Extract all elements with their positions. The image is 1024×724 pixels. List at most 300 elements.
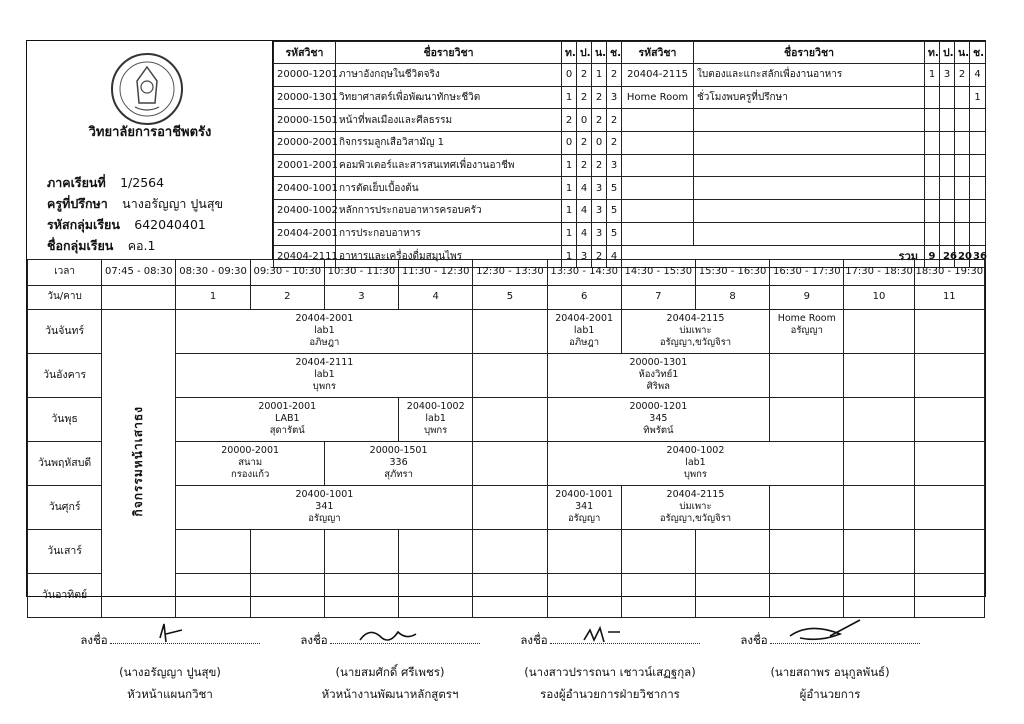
subject-header-p: ป.: [577, 42, 592, 64]
empty-cell: [925, 154, 940, 177]
empty-slot: [250, 574, 324, 618]
subject-header-h: ช.: [607, 42, 622, 64]
empty-slot: [621, 574, 695, 618]
subject-p: [940, 86, 955, 109]
class-block: [399, 398, 473, 442]
subject-h: 2: [607, 109, 622, 132]
day-name: วันอังคาร: [28, 354, 102, 398]
class-teacher: สุดารัตน์: [269, 424, 305, 436]
signatory-name: (นางสาวปรารถนา เชาวน์เสฏฐกุล): [524, 665, 696, 679]
subject-p: 4: [577, 177, 592, 200]
total-n: 20: [955, 245, 970, 268]
empty-cell: [940, 200, 955, 223]
subject-t: 1: [925, 64, 940, 87]
subject-t: 1: [562, 177, 577, 200]
class-code: 20400-1002: [666, 445, 725, 456]
subject-name: อาหารและเครื่องดื่มสมุนไพร: [336, 245, 562, 268]
day-name: วันเสาร์: [28, 530, 102, 574]
empty-slot: [399, 530, 473, 574]
subject-p: 3: [940, 64, 955, 87]
class-room: 341: [315, 500, 334, 512]
class-block: [176, 398, 399, 442]
class-room: lab1: [314, 368, 335, 380]
period-number: 4: [399, 286, 473, 310]
subject-name: การประกอบอาหาร: [336, 222, 562, 245]
class-block: [547, 354, 770, 398]
subject-header-n: น.: [592, 42, 607, 64]
empty-cell: [622, 109, 694, 132]
signature-block: [280, 632, 500, 704]
class-block: [324, 442, 472, 486]
class-code: 20404-2111: [295, 357, 354, 368]
subject-p: 2: [577, 86, 592, 109]
subject-n: 2: [592, 245, 607, 268]
subject-t: 0: [562, 64, 577, 87]
time-slot: 14:30 - 15:30: [621, 260, 695, 286]
class-teacher: บุพกร: [424, 424, 448, 436]
empty-cell: [955, 177, 970, 200]
empty-slot: [473, 442, 547, 486]
class-teacher: บุพกร: [683, 468, 708, 480]
semester-label: ภาคเรียนที่: [47, 175, 106, 190]
class-block: [547, 310, 621, 354]
empty-cell: [622, 177, 694, 200]
empty-cell: [940, 222, 955, 245]
subject-n: 2: [592, 86, 607, 109]
signature-label: ลงชื่อ: [740, 633, 768, 647]
class-block: [621, 486, 769, 530]
day-name: วันพุธ: [28, 398, 102, 442]
total-t: 9: [925, 245, 940, 268]
signatory-role: ผู้อำนวยการ: [799, 687, 861, 701]
advisor-label: ครูที่ปรึกษา: [47, 196, 108, 211]
subject-code: 20000-2001: [274, 132, 336, 155]
subject-t: 1: [562, 86, 577, 109]
class-code: 20000-1201: [629, 401, 688, 412]
class-block: [176, 310, 473, 354]
signatory-name: (นายสมศักดิ์ ศรีเพชร): [335, 665, 445, 679]
empty-slot: [695, 530, 769, 574]
empty-slot: [770, 398, 844, 442]
empty-slot: [844, 398, 914, 442]
weekly-schedule-table: [27, 259, 985, 618]
subject-h: 2: [607, 64, 622, 87]
empty-cell: [940, 109, 955, 132]
period-number: 1: [176, 286, 250, 310]
subject-row: [274, 86, 986, 109]
subject-name: กิจกรรมลูกเสือวิสามัญ 1: [336, 132, 562, 155]
subject-name: หลักการประกอบอาหารครอบครัว: [336, 200, 562, 223]
empty-slot: [176, 530, 250, 574]
subject-p: 2: [577, 154, 592, 177]
time-slot: 10:30 - 11:30: [324, 260, 398, 286]
group-code-value: 642040401: [134, 217, 206, 232]
subject-h: 5: [607, 177, 622, 200]
subject-t: 1: [562, 200, 577, 223]
class-room: สนาม: [238, 456, 263, 468]
class-teacher: ศิริพล: [646, 380, 670, 392]
empty-slot: [914, 354, 984, 398]
class-code: 20400-1001: [295, 489, 354, 500]
class-room: lab1: [314, 324, 335, 336]
signatory-name: (นายสถาพร อนุกูลพันธ์): [770, 665, 890, 679]
class-room: 336: [389, 456, 408, 468]
subject-row: [274, 132, 986, 155]
empty-slot: [473, 574, 547, 618]
subject-n: 2: [592, 109, 607, 132]
empty-slot: [473, 486, 547, 530]
class-block: [770, 310, 844, 354]
subject-t: 2: [562, 109, 577, 132]
class-block: [176, 442, 324, 486]
empty-slot: [547, 530, 621, 574]
class-teacher: ทิพรัตน์: [643, 424, 674, 436]
class-teacher: อรัญญา: [790, 324, 823, 336]
empty-slot: [844, 354, 914, 398]
period-blank: [102, 286, 176, 310]
subject-header-t: ท.: [925, 42, 940, 64]
subject-name: การตัดเย็บเบื้องต้น: [336, 177, 562, 200]
subject-code: 20000-1501: [274, 109, 336, 132]
empty-slot: [399, 574, 473, 618]
subject-header-name: ชื่อรายวิชา: [336, 42, 562, 64]
empty-cell: [622, 222, 694, 245]
empty-slot: [324, 530, 398, 574]
class-room: บ่มเพาะ: [679, 500, 712, 512]
class-code: 20400-1002: [406, 401, 465, 412]
empty-slot: [914, 442, 984, 486]
class-room: lab1: [685, 456, 706, 468]
empty-slot: [914, 574, 984, 618]
class-teacher: อรัญญา: [567, 512, 601, 524]
advisor-value: นางอรัญญา ปูนสุข: [122, 196, 223, 211]
subject-t: 1: [562, 245, 577, 268]
day-name: วันจันทร์: [28, 310, 102, 354]
class-block: [547, 398, 770, 442]
subject-n: [955, 86, 970, 109]
empty-slot: [914, 398, 984, 442]
subject-n: 2: [592, 154, 607, 177]
empty-cell: [955, 222, 970, 245]
subject-row: [274, 154, 986, 177]
empty-slot: [473, 310, 547, 354]
subject-header-p: ป.: [940, 42, 955, 64]
period-number: 9: [770, 286, 844, 310]
time-slot: 07:45 - 08:30: [102, 260, 176, 286]
subject-n: 3: [592, 200, 607, 223]
empty-cell: [622, 132, 694, 155]
subject-row: [274, 109, 986, 132]
class-code: 20404-2001: [555, 313, 614, 324]
class-teacher: อภิษฎา: [569, 336, 600, 348]
total-h: 36: [970, 245, 986, 268]
subject-header-h: ช.: [970, 42, 986, 64]
semester-value: 1/2564: [120, 175, 165, 190]
subject-name: ภาษาอังกฤษในชีวิตจริง: [336, 64, 562, 87]
empty-cell: [955, 200, 970, 223]
subject-name: คอมพิวเตอร์และสารสนเทศเพื่องานอาชีพ: [336, 154, 562, 177]
empty-cell: [622, 154, 694, 177]
subject-code: Home Room: [622, 86, 694, 109]
class-code: 20400-1001: [555, 489, 614, 500]
flag-activity-cell: [102, 310, 176, 618]
subject-code: 20000-1301: [274, 86, 336, 109]
subject-p: 4: [577, 222, 592, 245]
empty-slot: [914, 530, 984, 574]
empty-slot: [844, 442, 914, 486]
day-name: วันพฤหัสบดี: [28, 442, 102, 486]
class-code: 20000-1301: [629, 357, 688, 368]
signature-block: [720, 632, 940, 704]
signature-label: ลงชื่อ: [300, 633, 328, 647]
class-room: 341: [575, 500, 594, 512]
empty-slot: [621, 530, 695, 574]
empty-cell: [970, 177, 986, 200]
handwritten-signature-icon: [100, 618, 240, 648]
class-code: 20001-2001: [258, 401, 317, 412]
subject-code: 20404-2115: [622, 64, 694, 87]
time-slot: 18:30 - 19:30: [914, 260, 984, 286]
day-name: วันศุกร์: [28, 486, 102, 530]
time-slot: 13:30 - 14:30: [547, 260, 621, 286]
group-code-label: รหัสกลุ่มเรียน: [47, 217, 120, 232]
empty-cell: [925, 132, 940, 155]
empty-slot: [250, 530, 324, 574]
subject-row: [274, 177, 986, 200]
empty-cell: [955, 109, 970, 132]
subject-header-name: ชื่อรายวิชา: [694, 42, 925, 64]
class-code: 20404-2115: [666, 489, 725, 500]
empty-cell: [925, 177, 940, 200]
subject-h: 3: [607, 154, 622, 177]
class-room: lab1: [425, 412, 446, 424]
handwritten-signature-icon: [320, 618, 460, 648]
empty-cell: [694, 109, 925, 132]
empty-slot: [176, 574, 250, 618]
signatory-role: หัวหน้างานพัฒนาหลักสูตรฯ: [321, 687, 459, 701]
empty-slot: [770, 530, 844, 574]
subject-h: 2: [607, 132, 622, 155]
empty-slot: [914, 310, 984, 354]
empty-slot: [844, 310, 914, 354]
subject-t: 0: [562, 132, 577, 155]
time-slot: 12:30 - 13:30: [473, 260, 547, 286]
subject-header-t: ท.: [562, 42, 577, 64]
subject-n: 0: [592, 132, 607, 155]
subject-t: [925, 86, 940, 109]
period-number: 5: [473, 286, 547, 310]
college-seal-icon: [109, 51, 185, 127]
subject-header-row: [274, 42, 986, 64]
subject-p: 2: [577, 132, 592, 155]
subject-p: 3: [577, 245, 592, 268]
subject-code: 20404-2001: [274, 222, 336, 245]
class-teacher: สุภัทรา: [384, 468, 413, 480]
period-number: 6: [547, 286, 621, 310]
subject-t: 1: [562, 154, 577, 177]
signatory-role: หัวหน้าแผนกวิชา: [127, 687, 213, 701]
time-slot: 11:30 - 12:30: [399, 260, 473, 286]
group-name-label: ชื่อกลุ่มเรียน: [47, 238, 114, 253]
subject-row: [274, 222, 986, 245]
total-p: 26: [940, 245, 955, 268]
empty-cell: [694, 154, 925, 177]
subject-code: 20001-2001: [274, 154, 336, 177]
subject-header-n: น.: [955, 42, 970, 64]
class-code: 20000-2001: [221, 445, 280, 456]
empty-cell: [694, 200, 925, 223]
subject-row: [274, 200, 986, 223]
time-slot: 15:30 - 16:30: [695, 260, 769, 286]
total-label: รวม: [622, 245, 925, 268]
subject-p: 2: [577, 64, 592, 87]
class-code: 20404-2115: [666, 313, 725, 324]
subject-name: วิทยาศาสตร์เพื่อพัฒนาทักษะชีวิต: [336, 86, 562, 109]
empty-slot: [324, 574, 398, 618]
semester-row: [47, 173, 164, 193]
class-code: 20000-1501: [369, 445, 428, 456]
class-code: 20404-2001: [295, 313, 354, 324]
empty-slot: [770, 574, 844, 618]
subject-h: 4: [970, 64, 986, 87]
empty-cell: [970, 200, 986, 223]
signature-block: [60, 632, 280, 704]
time-slot: 09:30 - 10:30: [250, 260, 324, 286]
subject-row: [274, 64, 986, 87]
class-room: LAB1: [274, 412, 300, 424]
college-name: วิทยาลัยการอาชีพตรัง: [88, 125, 212, 140]
empty-slot: [547, 574, 621, 618]
subject-h: 1: [970, 86, 986, 109]
flag-activity-label: กิจกรรมหน้าเสาธง: [131, 406, 146, 517]
empty-cell: [970, 154, 986, 177]
empty-cell: [694, 222, 925, 245]
class-block: [176, 354, 473, 398]
class-block: [547, 486, 621, 530]
subject-code: 20404-2111: [274, 245, 336, 268]
subject-n: 3: [592, 177, 607, 200]
class-teacher: อรัญญา,ขวัญจิรา: [659, 336, 732, 348]
empty-slot: [473, 398, 547, 442]
class-teacher: บุพกร: [312, 380, 336, 392]
subject-h: 4: [607, 245, 622, 268]
empty-cell: [940, 154, 955, 177]
empty-cell: [925, 200, 940, 223]
empty-cell: [970, 132, 986, 155]
empty-slot: [770, 354, 844, 398]
class-teacher: อรัญญา,ขวัญจิรา: [659, 512, 732, 524]
handwritten-signature-icon: [760, 618, 900, 648]
time-slot: 16:30 - 17:30: [770, 260, 844, 286]
subject-code: 20000-1201: [274, 64, 336, 87]
subject-header-code: รหัสวิชา: [274, 42, 336, 64]
empty-cell: [940, 177, 955, 200]
subject-p: 0: [577, 109, 592, 132]
empty-slot: [473, 530, 547, 574]
empty-cell: [955, 154, 970, 177]
period-row: [28, 286, 985, 310]
period-number: 11: [914, 286, 984, 310]
empty-cell: [622, 200, 694, 223]
signatory-role: รองผู้อำนวยการฝ่ายวิชาการ: [540, 687, 680, 701]
time-slot: 17:30 - 18:30: [844, 260, 914, 286]
signature-label: ลงชื่อ: [80, 633, 108, 647]
class-block: [621, 310, 769, 354]
empty-slot: [473, 354, 547, 398]
subject-code: 20400-1001: [274, 177, 336, 200]
empty-slot: [844, 486, 914, 530]
empty-slot: [695, 574, 769, 618]
advisor-row: [47, 194, 223, 214]
period-number: 3: [324, 286, 398, 310]
empty-cell: [970, 109, 986, 132]
empty-cell: [694, 177, 925, 200]
class-code: Home Room: [777, 313, 836, 324]
signatory-name: (นางอรัญญา ปูนสุข): [119, 665, 221, 679]
subject-name: ชั่วโมงพบครูที่ปรึกษา: [694, 86, 925, 109]
period-label: วัน/คาบ: [28, 286, 102, 310]
subject-list-table: [273, 41, 986, 268]
empty-cell: [694, 132, 925, 155]
period-number: 2: [250, 286, 324, 310]
empty-cell: [925, 222, 940, 245]
subject-t: 1: [562, 222, 577, 245]
day-row: [28, 310, 985, 354]
class-teacher: อรัญญา: [308, 512, 341, 524]
empty-slot: [914, 486, 984, 530]
empty-slot: [770, 486, 844, 530]
signature-block: [500, 632, 720, 704]
subject-n: 2: [955, 64, 970, 87]
subject-p: 4: [577, 200, 592, 223]
signature-label: ลงชื่อ: [520, 633, 548, 647]
timetable-sheet: [26, 40, 987, 601]
period-number: 8: [695, 286, 769, 310]
class-teacher: อภิษฎา: [309, 336, 340, 348]
subject-h: 3: [607, 86, 622, 109]
day-name: วันอาทิตย์: [28, 574, 102, 618]
empty-cell: [940, 132, 955, 155]
class-block: [547, 442, 844, 486]
empty-cell: [955, 132, 970, 155]
subject-n: 1: [592, 64, 607, 87]
class-room: บ่มเพาะ: [679, 324, 712, 336]
group-name-row: [47, 236, 155, 256]
class-teacher: กรองแก้ว: [230, 468, 270, 480]
subject-header-code: รหัสวิชา: [622, 42, 694, 64]
handwritten-signature-icon: [540, 618, 680, 648]
time-slot: 08:30 - 09:30: [176, 260, 250, 286]
subject-n: 3: [592, 222, 607, 245]
subject-name: ใบตองและแกะสลักเพื่องานอาหาร: [694, 64, 925, 87]
empty-slot: [844, 574, 914, 618]
subject-name: หน้าที่พลเมืองและศีลธรรม: [336, 109, 562, 132]
time-label: เวลา: [28, 260, 102, 286]
time-row: [28, 260, 985, 286]
class-room: 345: [649, 412, 668, 424]
subject-h: 5: [607, 222, 622, 245]
class-block: [176, 486, 473, 530]
empty-cell: [925, 109, 940, 132]
group-name-value: คอ.1: [127, 238, 156, 253]
period-number: 7: [621, 286, 695, 310]
group-code-row: [47, 215, 206, 235]
empty-slot: [844, 530, 914, 574]
subject-h: 5: [607, 200, 622, 223]
class-room: lab1: [573, 324, 595, 336]
subject-code: 20400-1002: [274, 200, 336, 223]
class-room: ห้องวิทย์1: [638, 368, 679, 380]
